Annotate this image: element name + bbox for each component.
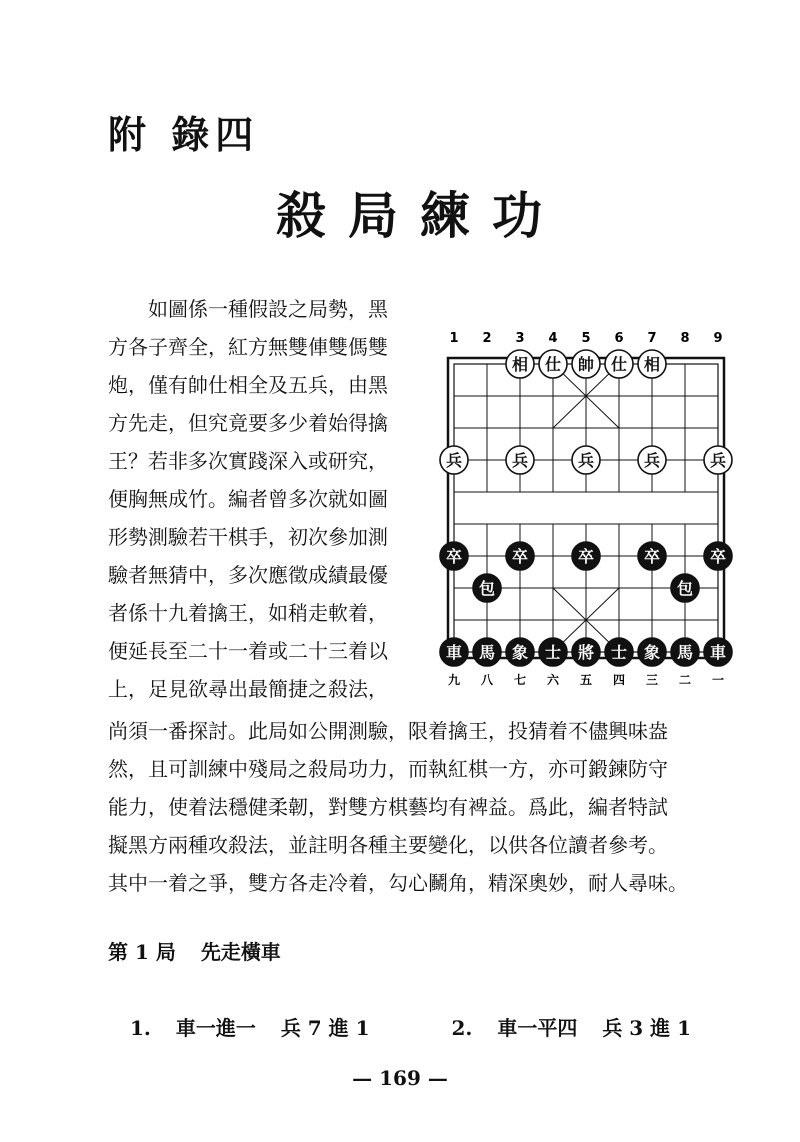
game-number: 第 1 局 [108,940,176,964]
bottom-file-label: 一 [711,673,725,687]
black-piece-label: 卒 [577,547,595,566]
move-number: 1. [130,1016,151,1040]
bottom-file-label: 九 [447,673,461,687]
red-move: 兵 7 進 1 [280,1016,370,1040]
text-line: 能力，使着法穩健柔韌，對雙方棋藝均有裨益。爲此，編者特試 [108,795,668,819]
move-list [130,1012,709,1041]
black-piece-label: 馬 [676,643,694,662]
bottom-file-label: 八 [480,673,494,687]
chapter-title: 殺局練功 [276,186,564,245]
black-move: 車一進一 [175,1016,256,1040]
game-name: 先走橫車 [200,940,281,964]
black-piece-label: 士 [610,643,628,662]
black-piece-label: 士 [544,643,562,662]
section-heading [108,936,299,965]
top-file-label: 7 [647,331,657,346]
intro-paragraph [108,290,428,708]
bottom-file-label: 七 [513,673,527,687]
black-piece-label: 馬 [478,643,496,662]
bottom-file-label: 三 [645,673,659,687]
red-piece-label: 相 [643,355,661,374]
top-file-label: 2 [482,331,492,346]
red-piece-label: 仕 [544,355,562,374]
text-line: 尚須一番探討。此局如公開測驗，限着擒王，投猜着不儘興味盎 [108,719,668,743]
text-line: 其中一着之爭，雙方各走冷着，勾心鬭角，精深奧妙，耐人尋味。 [108,871,688,895]
red-piece-label: 相 [511,355,529,374]
continuation-paragraph [108,712,728,902]
text-line: 驗者無猜中，多次應徵成績最優 [108,563,388,587]
red-piece-label: 兵 [577,451,595,470]
bottom-file-label: 二 [678,673,692,687]
top-file-label: 4 [548,331,558,346]
red-piece-label: 仕 [610,355,628,374]
red-move: 兵 3 進 1 [602,1016,692,1040]
text-line: 王？若非多次實踐深入或研究， [108,449,388,473]
bottom-file-label: 五 [579,673,593,687]
text-line: 炮，僅有帥仕相全及五兵，由黑 [108,373,388,397]
xiangqi-board-diagram [436,326,736,690]
black-piece-label: 象 [511,643,529,662]
top-file-label: 1 [449,331,459,346]
red-piece-label: 兵 [445,451,463,470]
red-piece-label: 兵 [643,451,661,470]
red-piece-label: 兵 [511,451,529,470]
text-line: 者係十九着擒王，如稍走軟着， [108,601,388,625]
red-piece-label: 帥 [577,355,595,374]
text-line: 方先走，但究竟要多少着始得擒 [108,411,388,435]
text-line: 方各子齊全，紅方無雙俥雙傌雙 [108,335,388,359]
black-piece-label: 車 [709,643,727,662]
bottom-file-label: 六 [546,673,560,687]
black-move: 車一平四 [497,1016,578,1040]
text-line: 上，足見欲尋出最簡捷之殺法， [108,677,388,701]
black-piece-label: 包 [676,579,694,598]
appendix-heading: 附 錄四 [108,113,260,157]
black-piece-label: 卒 [709,547,727,566]
black-piece-label: 包 [478,579,496,598]
bottom-file-label: 四 [612,673,626,687]
top-file-label: 6 [614,331,624,346]
text-line: 擬黑方兩種攻殺法，並註明各種主要變化，以供各位讀者參考。 [108,833,668,857]
top-file-label: 3 [515,331,525,346]
black-piece-label: 卒 [643,547,661,566]
top-file-label: 9 [713,331,723,346]
black-piece-label: 車 [445,643,463,662]
text-line: 然，且可訓練中殘局之殺局功力，而執紅棋一方，亦可鍛鍊防守 [108,757,668,781]
black-piece-label: 卒 [445,547,463,566]
top-file-label: 8 [680,331,690,346]
black-piece-label: 象 [643,643,661,662]
top-file-label: 5 [581,331,591,346]
text-line: 形勢測驗若干棋手，初次參加測 [108,525,388,549]
black-piece-label: 卒 [511,547,529,566]
page-number: — 169 — [352,1066,448,1090]
red-piece-label: 兵 [709,451,727,470]
text-line: 便延長至二十一着或二十三着以 [108,639,388,663]
text-line: 如圖係一種假設之局勢，黑 [148,297,388,321]
black-piece-label: 將 [577,643,595,662]
move-number: 2. [451,1016,473,1040]
text-line: 便胸無成竹。編者曾多次就如圖 [108,487,388,511]
